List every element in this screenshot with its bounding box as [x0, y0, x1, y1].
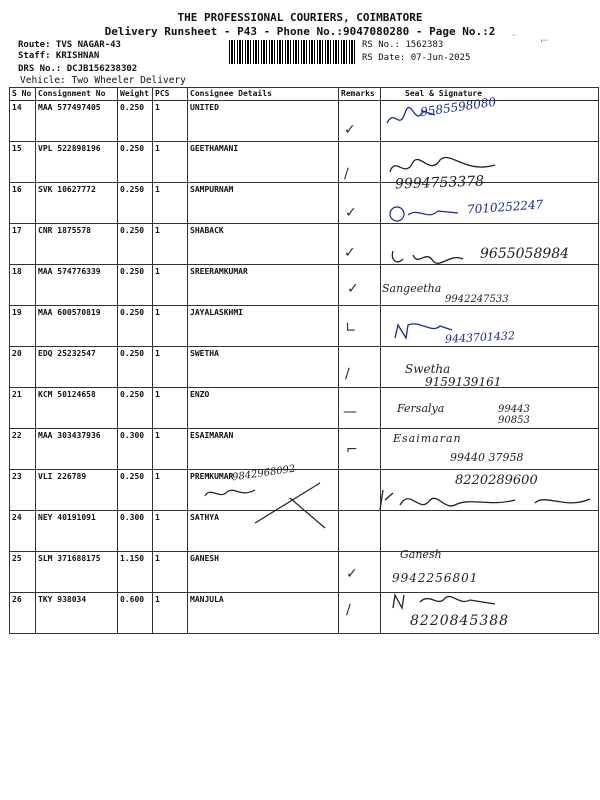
- cell-weight: 0.250: [118, 224, 153, 265]
- tick-mark-icon: ✓: [345, 205, 357, 221]
- cell-name: SATHYA: [188, 511, 339, 552]
- barcode-image: [229, 40, 356, 64]
- cell-name: SAMPURNAM: [188, 183, 339, 224]
- cell-name: MANJULA: [188, 593, 339, 634]
- cell-cno: MAA 303437936: [36, 429, 118, 470]
- col-header-sno: S No: [10, 88, 36, 101]
- signature-scribble: [195, 478, 335, 538]
- cell-name: SHABACK: [188, 224, 339, 265]
- signature-scribble: [388, 245, 468, 270]
- handwritten-name: Fersalya: [397, 402, 445, 415]
- cell-pcs: 1: [153, 183, 188, 224]
- vehicle-label: Vehicle: Two Wheeler Delivery: [20, 75, 186, 86]
- signature-scribble: [390, 590, 500, 615]
- cell-name: ESAIMARAN: [188, 429, 339, 470]
- table-row: [10, 142, 599, 183]
- cell-weight: 0.250: [118, 388, 153, 429]
- route-label: Route: TVS NAGAR-43: [18, 40, 121, 50]
- cell-name: GANESH: [188, 552, 339, 593]
- cell-sno: 18: [10, 265, 36, 306]
- table-row: [10, 552, 599, 593]
- tick-mark-icon: ∟: [345, 320, 357, 336]
- cell-sno: 26: [10, 593, 36, 634]
- cell-remarks: [339, 593, 381, 634]
- cell-sno: 16: [10, 183, 36, 224]
- col-header-consignee: Consignee Details: [188, 88, 339, 101]
- cell-pcs: 1: [153, 142, 188, 183]
- handwritten-name: Sangeetha: [382, 282, 442, 295]
- cell-weight: 0.250: [118, 183, 153, 224]
- cell-name: SREERAMKUMAR: [188, 265, 339, 306]
- cell-weight: 0.250: [118, 142, 153, 183]
- handwritten-phone: 9842968092: [231, 463, 297, 484]
- cell-sno: 24: [10, 511, 36, 552]
- handwritten-phone: 9942247533: [445, 294, 509, 305]
- cell-cno: SLM 371688175: [36, 552, 118, 593]
- col-header-pcs: PCS: [153, 88, 188, 101]
- handwritten-phone: 9994753378: [394, 173, 485, 193]
- cell-sno: 14: [10, 101, 36, 142]
- handwritten-name: Swetha: [405, 362, 451, 376]
- tick-mark-icon: ✓: [347, 281, 359, 297]
- cell-sno: 17: [10, 224, 36, 265]
- tick-mark-icon: ∕: [345, 366, 350, 382]
- tick-mark-icon: ✓: [344, 245, 356, 261]
- cell-pcs: 1: [153, 347, 188, 388]
- cell-name: ENZO: [188, 388, 339, 429]
- cell-cno: CNR 1875578: [36, 224, 118, 265]
- cell-cno: TKY 938034: [36, 593, 118, 634]
- table-row: [10, 101, 599, 142]
- table-row: [10, 593, 599, 634]
- handwritten-phone: 7010252247: [466, 197, 544, 217]
- signature-scribble: [375, 485, 600, 520]
- cell-weight: 0.250: [118, 306, 153, 347]
- cell-weight: 1.150: [118, 552, 153, 593]
- cell-cno: SVK 10627772: [36, 183, 118, 224]
- cell-name: GEETHAMANI: [188, 142, 339, 183]
- runsheet-subtitle: Delivery Runsheet - P43 - Phone No.:9047080280 - Page No.:2: [104, 25, 496, 38]
- cell-pcs: 1: [153, 101, 188, 142]
- tick-mark-icon: ⌐: [346, 442, 358, 458]
- cell-name: UNITED: [188, 101, 339, 142]
- cell-name: SWETHA: [188, 347, 339, 388]
- col-header-consignment: Consignment No: [36, 88, 118, 101]
- tick-mark-icon: ✓: [346, 566, 358, 582]
- rs-date: RS Date: 07-Jun-2025: [362, 53, 471, 63]
- cell-cno: VPL 522898196: [36, 142, 118, 183]
- cell-cno: NEY 40191091: [36, 511, 118, 552]
- handwritten-phone: 8220845388: [410, 613, 510, 629]
- handwritten-phone: 99440 37958: [450, 451, 524, 464]
- signature-scribble: [385, 103, 440, 133]
- cell-pcs: 1: [153, 224, 188, 265]
- staff-label: Staff: KRISHNAN: [18, 51, 100, 61]
- corner-mark-icon: ⌐: [540, 36, 549, 47]
- cell-cno: MAA 600570819: [36, 306, 118, 347]
- handwritten-name: Esaimaran: [393, 432, 462, 445]
- cell-weight: 0.300: [118, 511, 153, 552]
- corner-mark-icon: -: [512, 30, 516, 41]
- cell-cno: VLI 226789: [36, 470, 118, 511]
- cell-cno: MAA 574776339: [36, 265, 118, 306]
- rs-number: RS No.: 1562383: [362, 40, 444, 50]
- cell-weight: 0.250: [118, 347, 153, 388]
- tick-mark-icon: ✓: [344, 122, 356, 138]
- handwritten-phone: 8220289600: [455, 473, 538, 488]
- handwritten-phone: 99443 90853: [498, 404, 530, 426]
- cell-cno: EDQ 25232547: [36, 347, 118, 388]
- runsheet-table: [9, 87, 599, 634]
- cell-pcs: 1: [153, 470, 188, 511]
- handwritten-phone: 9585598080: [419, 94, 497, 120]
- cell-name: PREMKUMAR: [188, 470, 339, 511]
- handwritten-phone: 9443701432: [444, 329, 516, 346]
- cell-sno: 23: [10, 470, 36, 511]
- tick-mark-icon: ∕: [346, 602, 351, 618]
- cell-sno: 15: [10, 142, 36, 183]
- company-title: THE PROFESSIONAL COURIERS, COIMBATORE: [177, 11, 423, 24]
- cell-remarks: [339, 429, 381, 470]
- col-header-remarks: Remarks: [339, 88, 381, 101]
- cell-weight: 0.300: [118, 429, 153, 470]
- handwritten-name: Ganesh: [400, 548, 442, 561]
- cell-remarks: [339, 552, 381, 593]
- col-header-signature: Seal & Signature: [381, 88, 599, 101]
- cell-cno: KCM 50124658: [36, 388, 118, 429]
- cell-cno: MAA 577497405: [36, 101, 118, 142]
- cell-pcs: 1: [153, 511, 188, 552]
- drs-label: DRS No.: DCJB156238302: [18, 64, 138, 74]
- col-header-weight: Weight: [118, 88, 153, 101]
- cell-remarks: [339, 265, 381, 306]
- cell-weight: 0.250: [118, 101, 153, 142]
- cell-pcs: 1: [153, 593, 188, 634]
- cell-pcs: 1: [153, 429, 188, 470]
- table-row: [10, 265, 599, 306]
- table-header-row: [10, 88, 599, 101]
- cell-weight: 0.250: [118, 265, 153, 306]
- tick-mark-icon: ∕: [344, 166, 349, 182]
- cell-name: JAYALASKHMI: [188, 306, 339, 347]
- tick-mark-icon: —: [343, 404, 357, 420]
- cell-pcs: 1: [153, 306, 188, 347]
- cell-pcs: 1: [153, 552, 188, 593]
- cell-sno: 20: [10, 347, 36, 388]
- signature-scribble: [388, 203, 463, 225]
- cell-sno: 22: [10, 429, 36, 470]
- handwritten-phone: 9942256801: [392, 571, 479, 585]
- cell-pcs: 1: [153, 388, 188, 429]
- table-row: [10, 347, 599, 388]
- cell-pcs: 1: [153, 265, 188, 306]
- cell-sno: 19: [10, 306, 36, 347]
- cell-weight: 0.600: [118, 593, 153, 634]
- cell-weight: 0.250: [118, 470, 153, 511]
- handwritten-phone: 9655058984: [480, 246, 570, 262]
- cell-sno: 25: [10, 552, 36, 593]
- handwritten-phone: 9159139161: [425, 375, 502, 389]
- cell-sno: 21: [10, 388, 36, 429]
